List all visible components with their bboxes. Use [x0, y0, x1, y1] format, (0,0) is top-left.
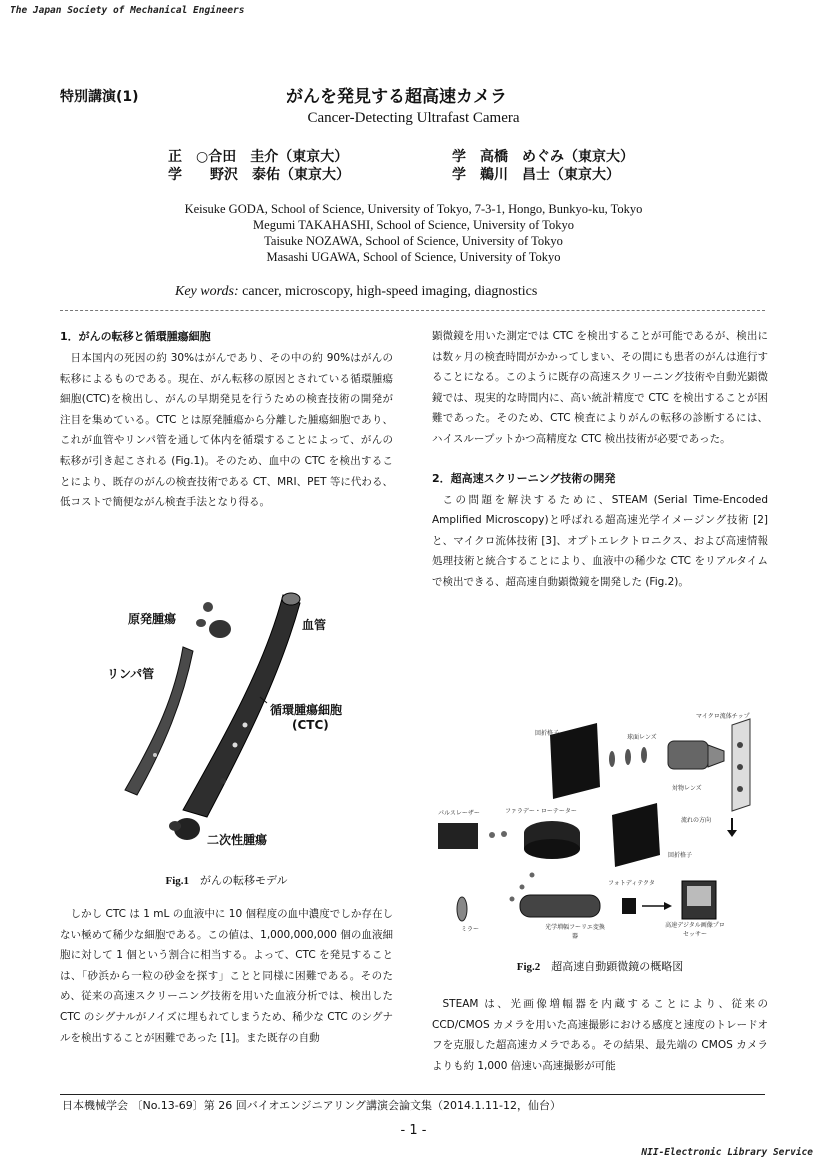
label-spherical-lens: 球面レンズ — [627, 734, 657, 741]
objective-lens — [668, 741, 708, 769]
cell-dot — [737, 786, 743, 792]
light-pulse — [520, 885, 525, 890]
section-2-paragraph-2: STEAM は、光画像増幅器を内蔵することにより、従来の CCD/CMOS カメラを用いた高速撮影における感度と速度のトレードオフを克服した超高速カメラである。その結果、最先端の CMOS カメラよりも約 1,000 倍速い高速撮影が可能 — [432, 998, 768, 1072]
header-separator — [60, 310, 765, 311]
cell-dot — [737, 764, 743, 770]
label-primary-tumor: 原発腫瘍 — [128, 612, 177, 626]
lens-element — [609, 751, 615, 767]
affiliation-line: Keisuke GODA, School of Science, University of Tokyo, 7-3-1, Hongo, Bunkyo-ku, Tokyo — [184, 202, 643, 216]
label-ctc-abbrev: (CTC) — [292, 718, 329, 732]
section-1-paragraph: 日本国内の死因の約 30%はがんであり、その中の約 90%はがんの転移によるものである。現在、がん転移の原因とされている循環腫瘍細胞(CTC)を検出し、がんの早期発見を行うための検査技術の開発が注目を集めている。CTC とは原発腫瘍から分離した腫瘍細胞であり、これが血管やリンパ管を通して体内を循環することによって、がんの転移が引き起こされる (Fig.1)。そのため、血中の CTC を検出することにより、既存のがんの検査技術である CT、MRI、PET 等に代わる、低コストで簡便ながん検査手法となり得る。 — [60, 352, 393, 509]
label-photodetector: フォトディテクタ — [608, 880, 655, 887]
section-1-heading: 1．がんの転移と循環腫瘍細胞 — [60, 330, 211, 343]
photodetector — [622, 898, 636, 914]
fig1-caption — [60, 872, 393, 888]
keywords-text: cancer, microscopy, high-speed imaging, diagnostics — [238, 284, 538, 299]
left-column-top — [60, 326, 393, 513]
fig2-caption-text: 超高速自動顕微鏡の概略図 — [540, 960, 684, 973]
page-number: - 1 - — [400, 1123, 427, 1138]
mirror — [457, 897, 467, 921]
label-secondary-tumor: 二次性腫瘍 — [207, 833, 268, 847]
cell-dot — [737, 742, 743, 748]
label-amplifier: 光学増幅フーリエ変換器 — [545, 924, 605, 940]
lens-element — [625, 749, 631, 765]
fig2-number: Fig.2 — [516, 961, 541, 973]
keywords — [175, 284, 537, 300]
nii-service: NII-Electronic Library Service — [641, 1147, 813, 1158]
authors-left: 正 ○合田 圭介（東京大） 学 野沢 泰佑（東京大） — [168, 149, 350, 183]
society-header: The Japan Society of Mechanical Engineers — [10, 5, 245, 16]
label-grating-right: 回折格子 — [668, 852, 693, 859]
faraday-rotator-base — [524, 839, 580, 859]
footer-rule — [60, 1094, 765, 1095]
ctc-cell — [243, 723, 248, 728]
label-blood-vessel: 血管 — [302, 618, 327, 632]
keywords-label: Key words: — [175, 284, 239, 299]
light-pulse — [501, 831, 507, 837]
fig2-caption — [432, 958, 768, 974]
label-mirror: ミラー — [461, 926, 480, 933]
right-column-bottom — [432, 994, 768, 1076]
paper-title-ja: がんを発見する超高速カメラ — [286, 87, 507, 107]
ctc-cell — [233, 743, 238, 748]
fig2-microscope-schematic — [432, 705, 768, 940]
proceedings-info: 日本機械学会 〔No.13-69〕第 26 回バイオエンジニアリング講演会論文集（2014.1.11-12，仙台） — [62, 1099, 561, 1112]
label-grating-top: 回折格子 — [535, 730, 560, 737]
spacer — [432, 450, 768, 468]
ctc-cell — [220, 778, 226, 784]
flow-arrowhead — [727, 830, 737, 837]
affiliations — [0, 201, 827, 265]
section-1-paragraph-2: しかし CTC は 1 mL の血液中に 10 個程度の血中濃度でしか存在しない極めて稀少な細胞である。この値は、1,000,000,000 個の血液細胞に対して 1 個という割合に相当する。よって、CTC を発見することは、「砂浜から一粒の砂金を探す」ことと同様に困難である。そのため、従来の高速スクリーニング技術を用いた血液分析では、検出した CTC のシグナルがノイズに埋もれてしまうため、稀少な CTC のシグナルを検出することが困難であった [1]。また既存の自動 — [60, 908, 393, 1044]
affiliation-line: Masashi UGAWA, School of Science, University of Tokyo — [266, 250, 561, 264]
authors-right: 学 高橋 めぐみ（東京大） 学 鵜川 昌士（東京大） — [452, 149, 634, 183]
label-objective: 対物レンズ — [672, 785, 702, 792]
label-pulsed-laser: パルスレーザー — [438, 810, 480, 817]
affiliation-line: Taisuke NOZAWA, School of Science, University of Tokyo — [264, 234, 563, 248]
vessel-opening — [282, 593, 300, 605]
light-pulse — [530, 873, 535, 878]
talk-label: 特別講演(1) — [60, 89, 139, 105]
fig1-number: Fig.1 — [165, 875, 190, 887]
primary-tumor-blob — [203, 602, 213, 612]
label-ctc: 循環腫瘍細胞 — [270, 703, 343, 717]
label-microfluidic-chip: マイクロ流体チップ — [696, 713, 750, 720]
light-pulse — [489, 832, 495, 838]
primary-tumor-blob — [196, 619, 206, 627]
label-processor: 高速デジタル画像プロセッサー — [665, 922, 725, 938]
label-faraday-rotator: ファラデー・ローテーター — [505, 808, 577, 815]
diffraction-grating-right — [612, 803, 660, 867]
label-lymph-vessel: リンパ管 — [107, 667, 155, 681]
right-column-top — [432, 326, 768, 593]
affiliation-line: Megumi TAKAHASHI, School of Science, University of Tokyo — [253, 218, 574, 232]
optical-amplifier — [520, 895, 600, 917]
objective-tip — [708, 745, 724, 767]
section-2-heading: 2．超高速スクリーニング技術の開発 — [432, 471, 616, 485]
primary-tumor-blob — [209, 620, 231, 638]
secondary-tumor-blob — [169, 821, 181, 831]
processor-screen — [687, 886, 711, 906]
left-column-bottom — [60, 904, 393, 1048]
label-flow-direction: 流れの方向 — [681, 817, 712, 824]
light-pulse — [510, 897, 515, 902]
pulsed-laser — [438, 823, 478, 849]
section-2-paragraph: この問題を解決するために、STEAM (Serial Time-Encoded Amplified Microscopy)と呼ばれる超高速光学イメージング技術 [2]と、マイクロ流体技術 [3]、オプトエレクトロニクス、および高速情報処理技術と統合することにより、血液中の稀少な CTC をリアルタイムで検出できる、超高速自動顕微鏡を開発した (Fig.2)。 — [432, 493, 768, 588]
paper-title-en: Cancer-Detecting Ultrafast Camera — [307, 110, 520, 126]
section-1-continued: 顕微鏡を用いた測定では CTC を検出することが可能であるが、検出には数ヶ月の検査時間がかかってしまい、その間にも患者のがんは進行することになる。このように既存の高速スクリーニング技術や自動光顕微鏡では、現実的な時間内に、高い統計精度で CTC を検出することが困難であった。そのため、CTC 検査によりがんの転移の診断するには、ハイスループットかつ高精度な CTC 検出技術が必要であった。 — [432, 330, 768, 445]
lens-element — [641, 747, 647, 763]
signal-arrowhead — [664, 902, 672, 910]
lymph-cell — [153, 753, 157, 757]
fig1-caption-text: がんの転移モデル — [189, 874, 288, 887]
